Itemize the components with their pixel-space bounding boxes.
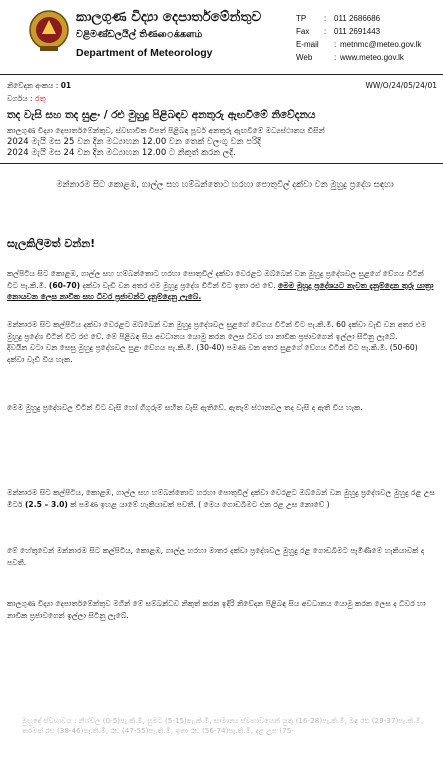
paragraph-1-warning: මෙම මුහුදු ප්‍රදේශයට නැවත දැනුම්දෙන තුරු යාත්‍රා නොයවන ලෙස නාවික සහ ධීවර ප්‍රජාවන්ට දැනුම්දෙනු ලැබේ. — [7, 280, 434, 302]
paragraph-6: කාලගුණ විද්‍යා දෙපාර්තමේන්තුව මගින් මේ සම්බන්ධව නිකුත් කරන ඉදිරි නිවේදන පිළිබඳ සිය අවධානය යොමු කරන ලෙස ද ධීවර හා නාවික ප්‍රජාවගෙන් ඉල්ලා සිටිනු ලැබේ. — [7, 599, 426, 620]
contact-block — [296, 12, 421, 64]
paragraph-4: මන්නාරම සිට කල්පිටිය, කොළඹ, ගාල්ල සහ හම්බන්තොට හරහා පොතුවිල් දක්වා වෙරළට ඔබ්බෙන් වන මුහුදු ප්‍රදේශවල මුහුදු රළ උස මීටර් (2.5 – 3.0) ක් පමණ ඉහළ යාමේ හැකියාවක් පවතී. ( මෙය ගොඩබිමට එන රළ උස නොවේ ) — [7, 488, 435, 509]
org-name-sinhala: කාලගුණ විද්‍යා දෙපාර්තමේන්තුව — [76, 9, 262, 25]
contact-web: Web : www.meteo.gov.lk — [296, 53, 404, 62]
contact-email: E-mail : metnmc@meteo.gov.lk — [296, 40, 422, 49]
contact-tp: TP : 011 2686686 — [296, 14, 381, 23]
category-value: රතු — [34, 94, 46, 103]
sea-state-footer: මුහුදේ ස්වභාවය : නිශ්චල (0-5)පැ.කි.මී, සුමට (5-15)පැ.කි.මී, සාමාන්‍ය ස්වභාවයෙන් යුතු (16-28)පැ.කි.මී, මඳ රළු (29-37)පැ.කි.මී, තරමක් රළු (38-46)පැ.කි.මී, රළු (47-55)පැ.කි.මී, ඉතා රළු (56-74)පැ.කි.මී, දළ උස (75- — [22, 716, 423, 735]
issued-info: කාලගුණ විද්‍යා දෙපාර්තමේන්තුව, ස්වභාවික විපත් පිළිබඳ පූර්ව අනතුරු ඇඟවීමේ මධ්‍යස්ථානය විසින් 2024 මැයි මස 25 වන දින මධ්‍යාහන 12.00 වන තෙක් වලංගු වන පරිදි 2024 මැයි මස 24 වන දින මධ්‍යාහන 12.00 ට නිකුත් කරන ලදි. — [7, 126, 325, 158]
reference-number: WW/O/24/05/24/01 — [365, 81, 437, 90]
category: වර්ගය : රතු — [7, 94, 46, 103]
affected-region: මන්නාරම සිට කොළඹ, ගාල්ල සහ හම්බන්තොට හරහා පොතුවිල් දක්වා වන මුහුදු ප්‍රදේශ සඳහා — [56, 180, 394, 190]
alert-heading: සැලකිලිමත් වන්න! — [7, 237, 96, 250]
org-name-english: Department of Meteorology — [76, 47, 213, 59]
paragraph-3: මෙම මුහුදු ප්‍රදේශවල විටින් විට වැසි හෝ ගිගුරුම් සහිත වැසි ඇතිවේ. ඇතැම් ස්ථානවල තද වැසි ද ඇති විය හැක. — [7, 403, 363, 412]
notice-number: නිවේදන අංකය : 01 — [7, 81, 72, 90]
contact-fax: Fax : 011 2691443 — [296, 27, 381, 36]
paragraph-5: මේ හේතුවෙන් මන්නාරම සිට කල්පිටිය, කොළඹ, ගාල්ල හරහා මාතර දක්වා ප්‍රදේශවල මුහුදු රළ ගොඩබිමට පැමිණීමේ හැකියාවක් ද පවතී. — [7, 546, 425, 567]
meta-divider — [0, 163, 443, 164]
paragraph-1: කල්පිටිය සිට කොළඹ, ගාල්ල සහ හම්බන්තොට හරහා පොතුවිල් දක්වා වෙරළට ඔබ්බෙන් වන මුහුදු ප්‍රදේශවල සුළගේ වේගය විටින් විට පැ.කි.මී. (60-70) දක්වා වැඩි වන අතර එම මුහුදු ප්‍රදේශ විටින් විට ඉතා රළු වේ. මෙම මුහුදු ප්‍රදේශයට නැවත දැනුම්දෙන තුරු යාත්‍රා නොයවන ලෙස නාවික සහ ධීවර ප්‍රජාවන්ට දැනුම්දෙනු ලැබේ. — [7, 269, 434, 302]
notice-title: තද වැසි සහ තද සුළං / රළු මුහුදු පිළිබඳව අනතුරු ඇඟවීමේ නිවේදනය — [7, 109, 316, 121]
org-name-tamil: වළිමණ්ඩලයිල් තිණைக்களம் — [76, 29, 203, 40]
paragraph-2: මන්නාරම සිට කල්පිටිය දක්වා වෙරළට ඔබ්බෙන් වන මුහුදු ප්‍රදේශවල සුළගේ වේගය විටින් විට පැ.කි.මී. 60 දක්වා වැඩි වන අතර එම මුහුදු ප්‍රදේශ විටින් විට රළු වේ. මේ පිළිබඳ සිය අවධානය යොමු කරන ලෙස ධීවර හා නාවික ප්‍රජාවගෙන් ඉල්ලා සිටිනු ලැබේ. දිවයින වටා වන සෙසු මුහුදු ප්‍රදේශවල සුළං වේගය පැ.කි.මී. (30-40) පමණ වන අතර සුළගේ වේගය විටින් විට පැ.කි.මී. (50-60) දක්වා වැඩි විය හැක. — [7, 320, 427, 364]
header-divider — [0, 74, 443, 75]
department-emblem — [28, 8, 70, 54]
